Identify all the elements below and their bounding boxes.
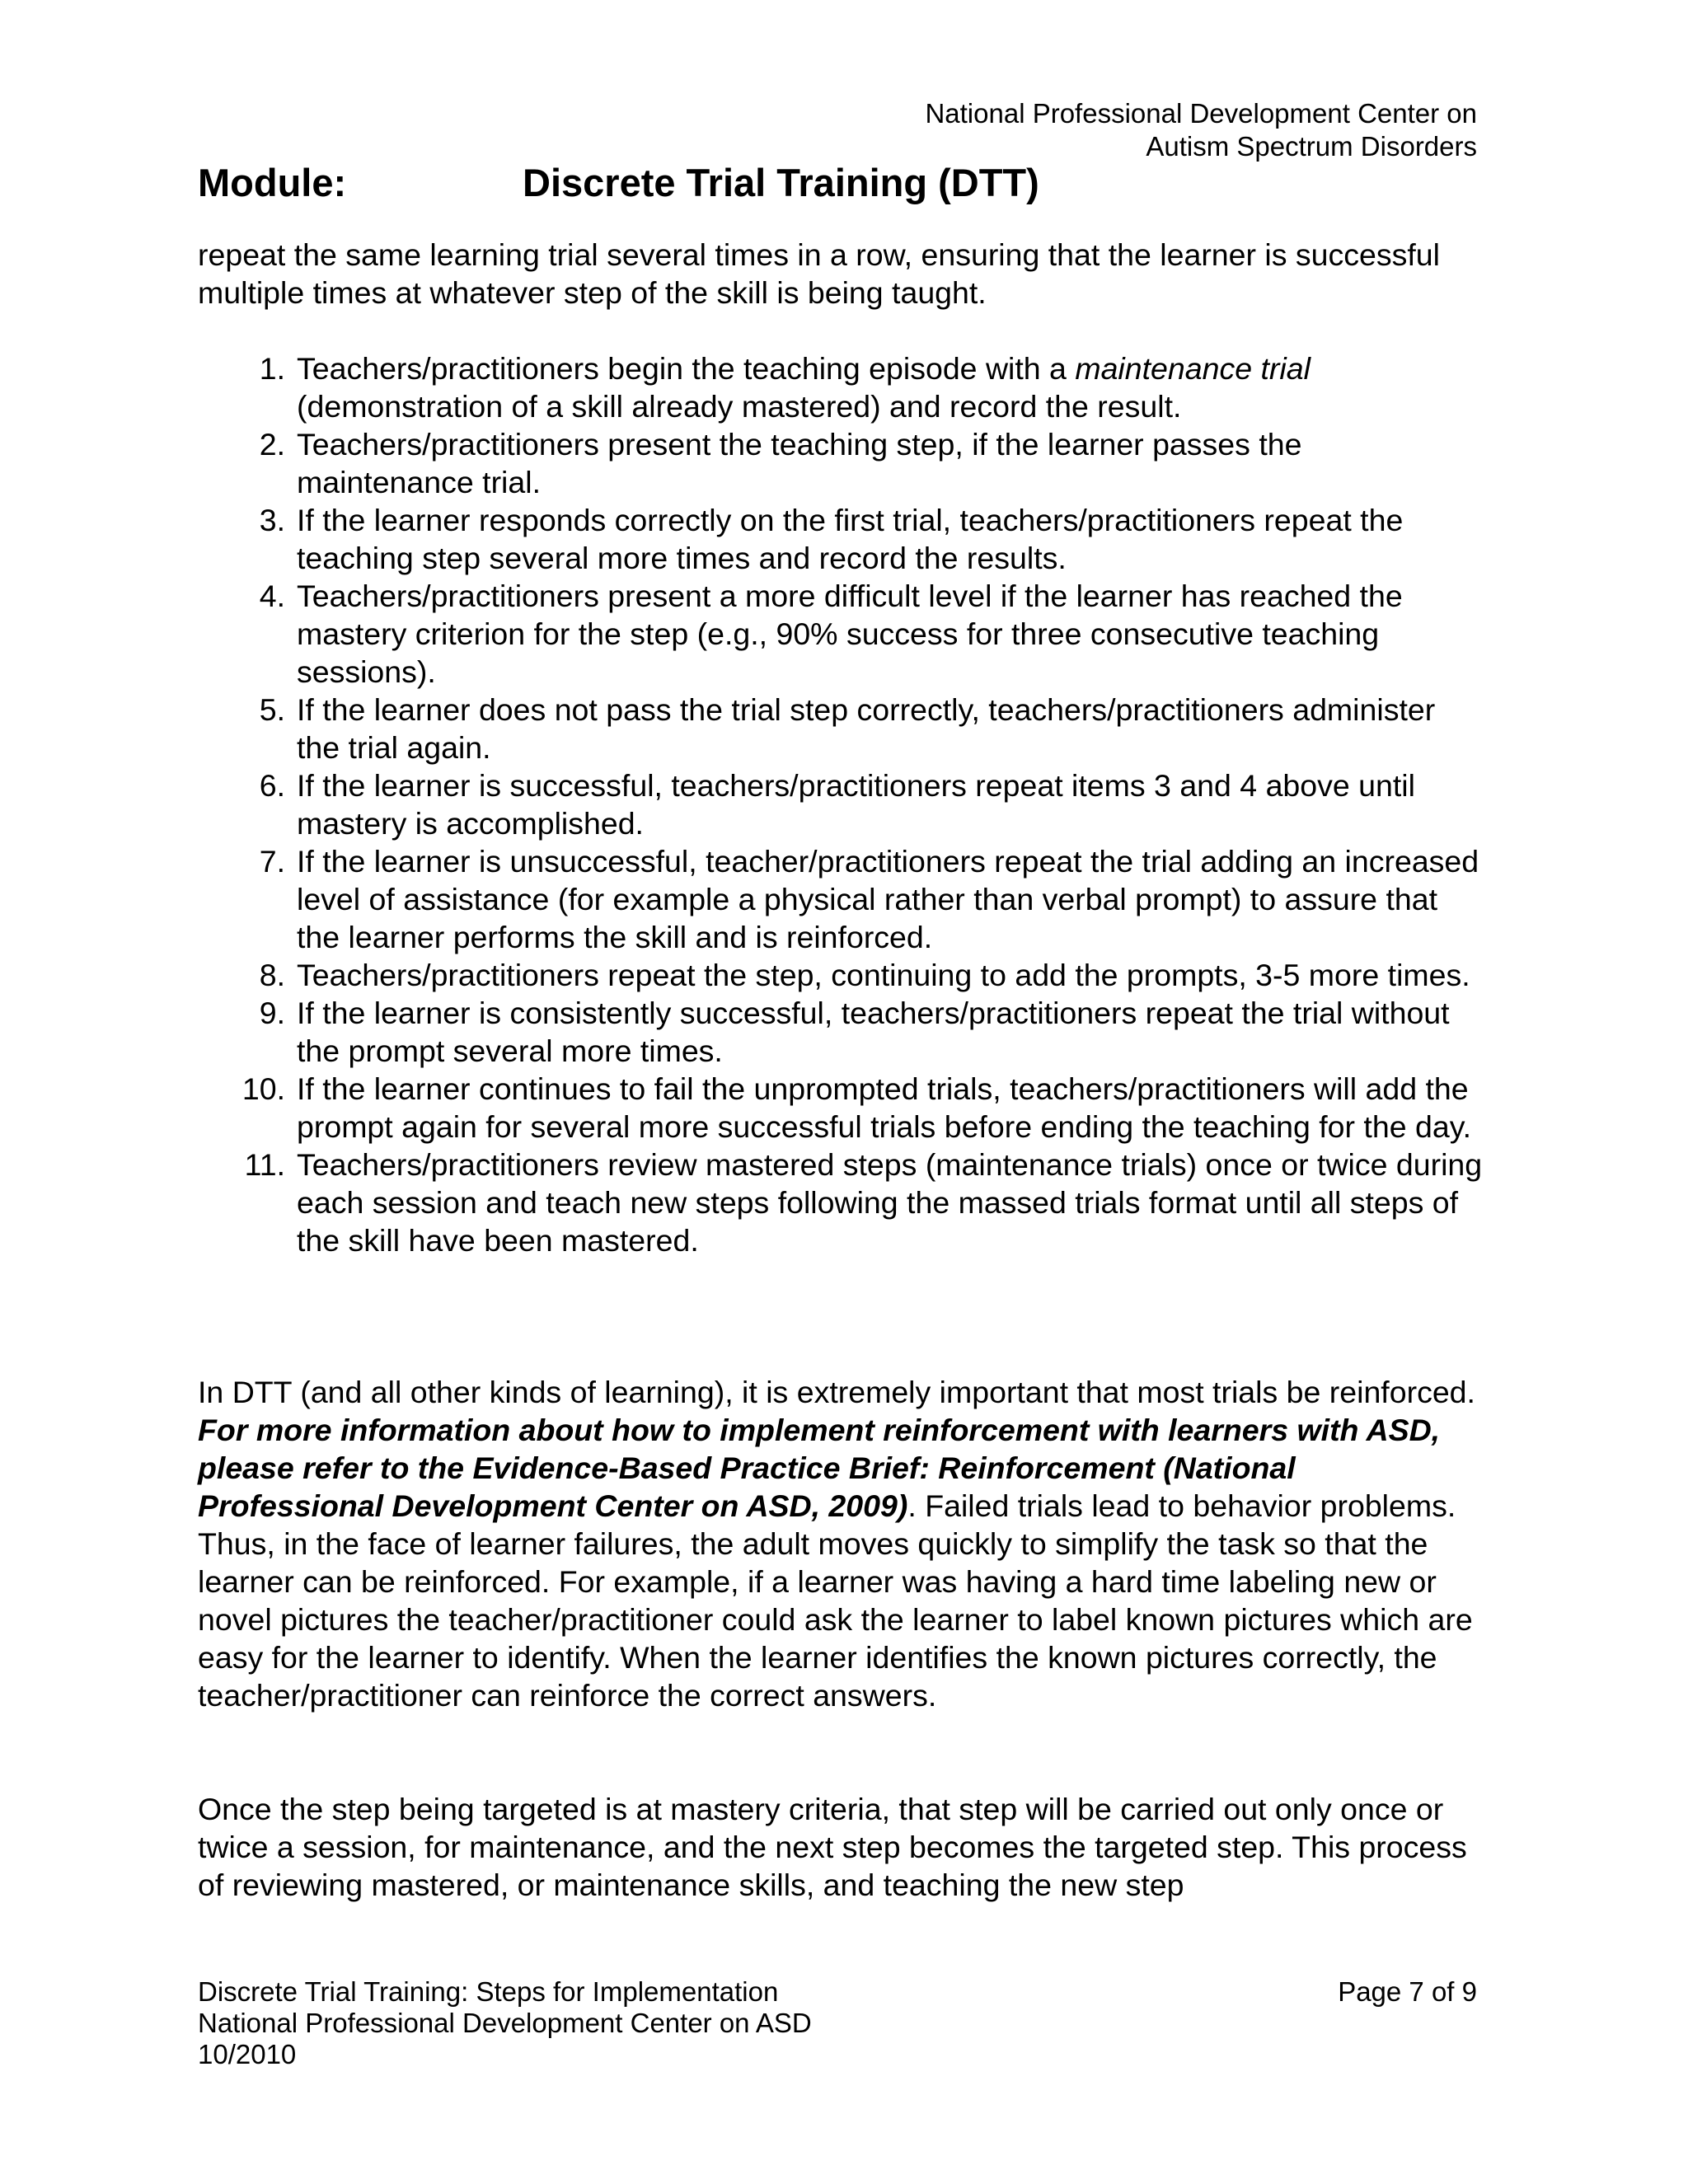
step-number: 6.: [259, 768, 285, 803]
step-text: If the learner is consistently successful, teachers/practitioners repeat the trial without the prompt several more times.: [297, 996, 1450, 1068]
footer-organization: National Professional Development Center on ASD: [198, 2008, 812, 2038]
step-item-4: [198, 577, 1484, 691]
step-number: 1.: [259, 351, 285, 386]
step-number: 11.: [244, 1147, 285, 1182]
step-item-11: [198, 1146, 1484, 1259]
step-number: 2.: [259, 427, 285, 462]
step-text: Teachers/practitioners present a more difficult level if the learner has reached the mastery criterion for the step (e.g., 90% success for three consecutive teaching sessions).: [297, 579, 1403, 689]
page-number: Page 7 of 9: [1338, 1976, 1477, 2007]
reinforcement-paragraph-start: In DTT (and all other kinds of learning), it is extremely important that most trials be reinforced.: [198, 1375, 1475, 1409]
reinforcement-paragraph-end: . Failed trials lead to behavior problems. Thus, in the face of learner failures, the adult moves quickly to simplify the task so that the learner can be reinforced. For example, if a learner was having a hard time labeling new or novel pictures the teacher/practitioner could ask the learner to label known pictures which are easy for the learner to identify. When the learner identifies the known pictures correctly, the teacher/practitioner can reinforce the correct answers.: [198, 1488, 1473, 1713]
step-item-10: [198, 1070, 1484, 1146]
step-text: Teachers/practitioners review mastered steps (maintenance trials) once or twice during each session and teach new steps following the massed trials format until all steps of the skill have been mastered.: [297, 1147, 1483, 1258]
step-text: If the learner responds correctly on the first trial, teachers/practitioners repeat the teaching step several more times and record the results.: [297, 503, 1404, 575]
step-text: Teachers/practitioners repeat the step, continuing to add the prompts, 3-5 more times.: [297, 958, 1470, 992]
step-number: 10.: [241, 1071, 285, 1106]
step-item-1: [198, 349, 1484, 425]
implementation-steps-list: [198, 349, 1484, 1259]
step-item-6: [198, 766, 1484, 842]
intro-paragraph: repeat the same learning trial several times in a row, ensuring that the learner is successful multiple times at whatever step of the skill is being taught.: [198, 237, 1440, 310]
step-number: 9.: [259, 996, 285, 1030]
step-text: If the learner is unsuccessful, teacher/practitioners repeat the trial adding an increased level of assistance (for example a physical rather than verbal prompt) to assure that the learner performs the skill and is reinforced.: [297, 844, 1479, 954]
step-item-3: [198, 501, 1484, 577]
module-title: Discrete Trial Training (DTT): [523, 161, 1039, 204]
step-text: If the learner is successful, teachers/practitioners repeat items 3 and 4 above until mastery is accomplished.: [297, 768, 1415, 841]
step-text: If the learner continues to fail the unprompted trials, teachers/practitioners will add the prompt again for several more successful trials before ending the teaching for the day.: [297, 1071, 1472, 1144]
step-item-8: [198, 956, 1484, 994]
step-number: 3.: [259, 503, 285, 537]
step-number: 5.: [259, 692, 285, 727]
reinforcement-paragraph: [198, 1373, 1484, 1714]
footer: [198, 1976, 812, 2070]
step-number: 7.: [259, 844, 285, 879]
step-item-7: [198, 842, 1484, 956]
module-label: Module:: [198, 161, 347, 204]
step-item-5: [198, 691, 1484, 766]
step-text: Teachers/practitioners present the teaching step, if the learner passes the maintenance trial.: [297, 427, 1302, 499]
step-item-9: [198, 994, 1484, 1070]
reinforcement-brief-reference: For more information about how to implement reinforcement with learners with ASD, please refer to the Evidence-Based Practice Brief: Reinforcement (National Professional Development Center on ASD, 2009): [198, 1413, 1441, 1523]
maintenance-trial-term: maintenance trial: [1075, 351, 1311, 386]
footer-date: 10/2010: [198, 2039, 297, 2069]
step-text-end: (demonstration of a skill already mastered) and record the result.: [297, 389, 1182, 424]
step-item-2: [198, 425, 1484, 501]
step-number: 4.: [259, 579, 285, 613]
footer-document-title: Discrete Trial Training: Steps for Implementation: [198, 1976, 779, 2007]
organization-header-line-1: National Professional Development Center on: [925, 98, 1477, 129]
step-text: If the learner does not pass the trial step correctly, teachers/practitioners administer the trial again.: [297, 692, 1436, 765]
step-text: [297, 349, 1484, 425]
step-number: 8.: [259, 958, 285, 992]
module-heading: [198, 160, 1039, 206]
organization-header-line-2: Autism Spectrum Disorders: [1146, 131, 1477, 162]
mastery-paragraph: Once the step being targeted is at mastery criteria, that step will be carried out only once or twice a session, for maintenance, and the next step becomes the targeted step. This process of reviewing mastered, or maintenance skills, and teaching the new step: [198, 1792, 1467, 1902]
organization-header: [735, 97, 1477, 163]
step-text-start: Teachers/practitioners begin the teaching episode with a: [297, 351, 1076, 386]
